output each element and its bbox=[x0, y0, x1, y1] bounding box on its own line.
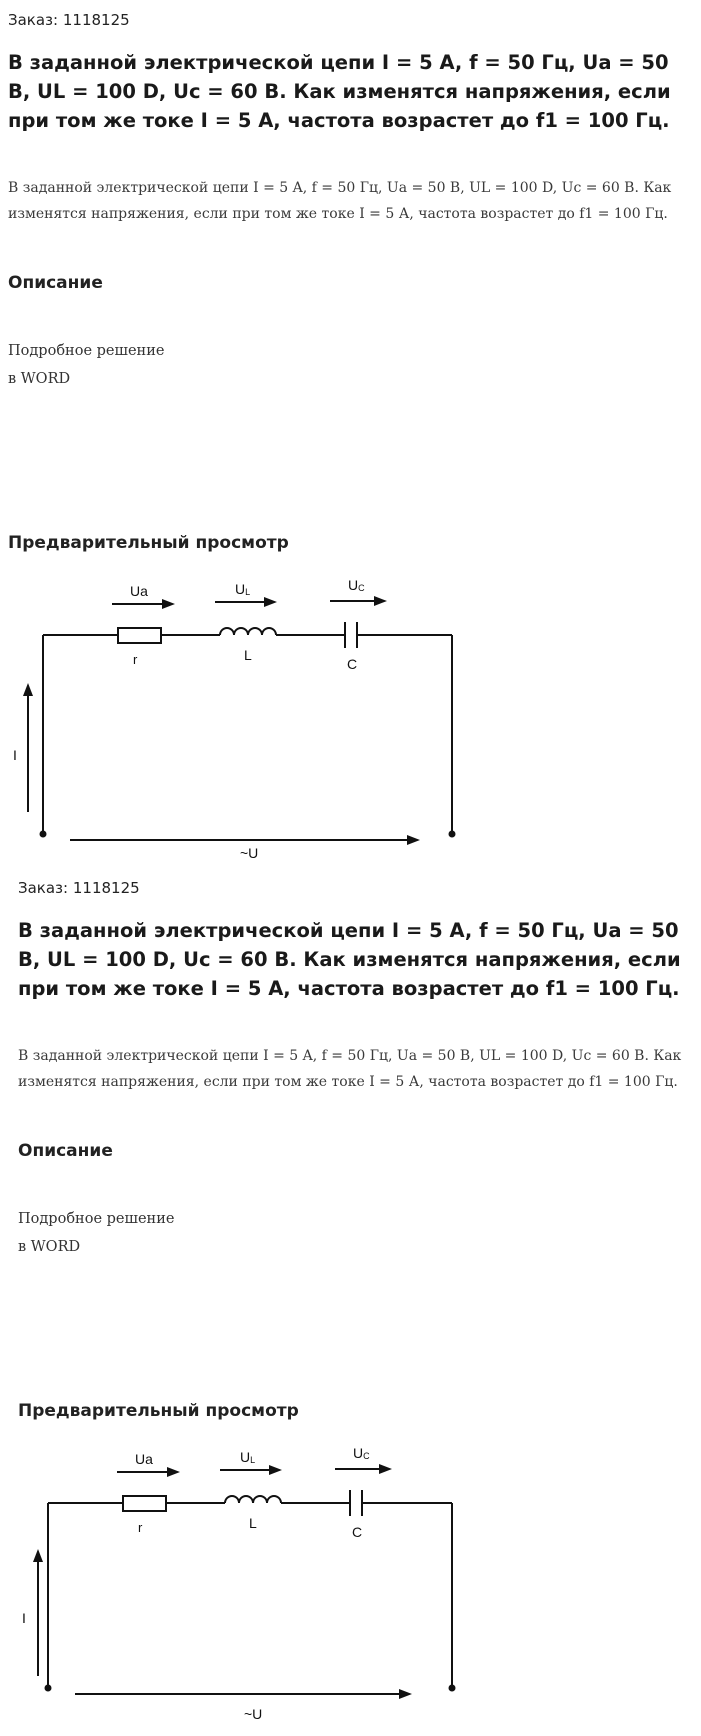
arrowhead-u bbox=[407, 835, 420, 845]
problem-summary: В заданной электрической цепи I = 5 A, f = 50 Гц, Ua = 50 В, UL = 100 D, Uc = 60 В. Как изменятся напряжения, если при том же токе I = 5 А, частота возрастет до f1 = 100 Гц. bbox=[18, 1048, 682, 1090]
capacitor-label: C bbox=[352, 1524, 363, 1540]
preview-heading: Предварительный просмотр bbox=[8, 533, 289, 553]
capacitor-symbol bbox=[345, 622, 357, 648]
resistor-symbol bbox=[123, 1496, 166, 1511]
problem-title: В заданной электрической цепи I = 5 A, f = 50 Гц, Ua = 50 В, UL = 100 D, Uc = 60 В. Как изменятся напряжения, если при том же токе I = 5 А, частота возрастет до f1 = 100 Гц. bbox=[18, 919, 681, 1000]
uc-label bbox=[348, 577, 365, 593]
arrowhead-ua bbox=[167, 1467, 180, 1477]
ul-sub: L bbox=[245, 587, 251, 597]
order-number: Заказ: 1118125 bbox=[18, 879, 140, 897]
resistor-label: r bbox=[138, 1520, 143, 1535]
uc-sub: C bbox=[358, 583, 365, 593]
problem-title: В заданной электрической цепи I = 5 A, f = 50 Гц, Ua = 50 В, UL = 100 D, Uc = 60 В. Как изменятся напряжения, если при том же токе I = 5 А, частота возрастет до f1 = 100 Гц. bbox=[8, 51, 671, 132]
terminal-left bbox=[40, 831, 47, 838]
ul-main: U bbox=[240, 1449, 251, 1465]
source-label: ~U bbox=[244, 1706, 263, 1722]
source-label: ~U bbox=[240, 845, 259, 861]
order-card-2 bbox=[0, 868, 701, 1736]
uc-label bbox=[353, 1445, 370, 1461]
description-heading: Описание bbox=[8, 273, 103, 293]
resistor-label: r bbox=[133, 652, 138, 667]
ua-label: Ua bbox=[135, 1451, 153, 1467]
arrowhead-u bbox=[399, 1689, 412, 1699]
description-line-1: Подробное решение bbox=[18, 1211, 175, 1227]
capacitor-label: C bbox=[347, 656, 358, 672]
description-line-2: в WORD bbox=[8, 371, 71, 387]
arrowhead-i bbox=[33, 1549, 43, 1562]
resistor-symbol bbox=[118, 628, 161, 643]
uc-main: U bbox=[353, 1445, 364, 1461]
arrowhead-uc bbox=[374, 596, 387, 606]
capacitor-symbol bbox=[350, 1490, 362, 1516]
uc-main: U bbox=[348, 577, 359, 593]
ua-label: Ua bbox=[130, 583, 148, 599]
ul-label bbox=[240, 1449, 255, 1465]
problem-summary: В заданной электрической цепи I = 5 A, f = 50 Гц, Ua = 50 В, UL = 100 D, Uc = 60 В. Как изменятся напряжения, если при том же токе I = 5 А, частота возрастет до f1 = 100 Гц. bbox=[8, 180, 672, 222]
inductor-label: L bbox=[244, 647, 252, 663]
terminal-right bbox=[449, 1685, 456, 1692]
ul-main: U bbox=[235, 581, 246, 597]
preview-heading: Предварительный просмотр bbox=[18, 1401, 299, 1421]
circuit-diagram bbox=[0, 868, 701, 1736]
ul-label bbox=[235, 581, 250, 597]
arrowhead-ua bbox=[162, 599, 175, 609]
order-number: Заказ: 1118125 bbox=[8, 11, 130, 29]
terminal-left bbox=[45, 1685, 52, 1692]
arrowhead-ul bbox=[264, 597, 277, 607]
arrowhead-ul bbox=[269, 1465, 282, 1475]
inductor-symbol bbox=[220, 628, 276, 635]
description-line-2: в WORD bbox=[18, 1239, 81, 1255]
arrowhead-i bbox=[23, 683, 33, 696]
arrowhead-uc bbox=[379, 1464, 392, 1474]
description-heading: Описание bbox=[18, 1141, 113, 1161]
terminal-right bbox=[449, 831, 456, 838]
current-label: I bbox=[13, 747, 17, 763]
inductor-label: L bbox=[249, 1515, 257, 1531]
ul-sub: L bbox=[250, 1455, 256, 1465]
inductor-symbol bbox=[225, 1496, 281, 1503]
uc-sub: C bbox=[363, 1451, 370, 1461]
current-label: I bbox=[22, 1610, 26, 1626]
description-line-1: Подробное решение bbox=[8, 343, 165, 359]
